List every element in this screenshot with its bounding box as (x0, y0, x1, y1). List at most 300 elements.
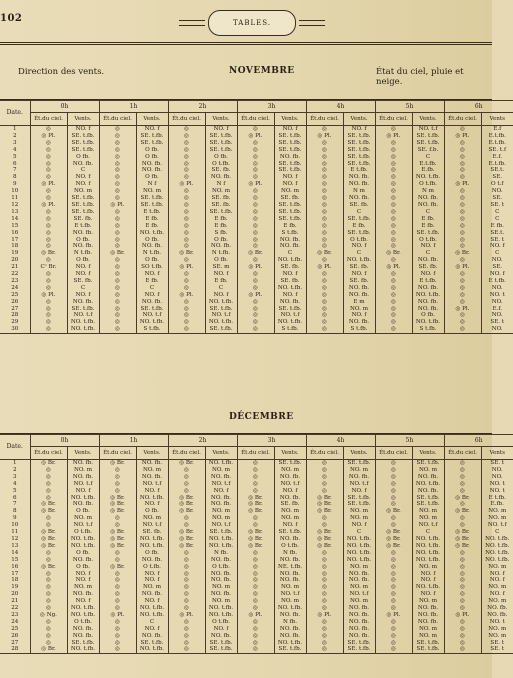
dec-sky-cell: ◎ (99, 550, 136, 557)
nov-table-row (0, 167, 513, 174)
nov-table-row (0, 237, 513, 244)
dec-hour-header: 3h (237, 435, 306, 447)
dec-sky-cell: ◎ (306, 467, 343, 474)
dec-wind-cell: NO. m (343, 467, 375, 474)
nov-wind-cell: NO. (481, 312, 513, 319)
dec-sky-cell: ◎ (444, 577, 481, 584)
dec-sky-cell: ◎ (99, 557, 136, 564)
dec-wind-cell: O fb. (67, 564, 99, 571)
nov-wind-cell: SE. t.fb. (343, 140, 375, 147)
nov-wind-cell: NO. f (274, 126, 306, 133)
dec-sky-cell: ◎ (444, 515, 481, 522)
dec-sky-cell: ◎ (30, 577, 67, 584)
dec-day-number: 28 (0, 646, 30, 653)
nov-day-number: 5 (12, 153, 17, 160)
dec-wind-cell: NO. t.f (67, 481, 99, 488)
nov-day-number: 20 (11, 257, 19, 264)
nov-sky-cell: Cᶜ Br. (30, 264, 67, 271)
dec-sky-cell: ◎ Br. (99, 501, 136, 508)
nov-wind-cell: SE. t (481, 319, 513, 326)
nov-wind-cell: E t.fb. (481, 278, 513, 285)
nov-wind-cell: E.fb. (412, 167, 444, 174)
nov-wind-cell: NO. f (136, 271, 168, 278)
dec-sky-cell: ◎ (444, 640, 481, 647)
nov-sky-cell: ◎ (30, 147, 67, 154)
nov-wind-cell: NO. fb. (412, 195, 444, 202)
dec-sky-cell: ◎ Pl. (168, 612, 205, 619)
nov-wind-cell: NO. f (205, 271, 237, 278)
nov-wind-cell: C (412, 154, 444, 161)
nov-sky-cell: ◎ Pl. (237, 181, 274, 188)
dec-sky-cell: ◎ (306, 584, 343, 591)
nov-wind-cell: NO. fb. (343, 174, 375, 181)
nov-sky-cell: ◎ (444, 285, 481, 292)
dec-wind-cell: NO. fb. (205, 501, 237, 508)
dec-wind-cell: NO. t.fb. (481, 557, 513, 564)
nov-sky-cell: ◎ (30, 223, 67, 230)
dec-wind-subheader: Vents. (205, 447, 237, 460)
nov-sky-cell: ◎ (30, 167, 67, 174)
dec-wind-subheader: Vents. (274, 447, 306, 460)
dec-sky-cell: ◎ Br. (306, 508, 343, 515)
dec-wind-cell: NO. f (136, 488, 168, 495)
nov-wind-cell: SE. t.fb. (343, 230, 375, 237)
nov-wind-cell: NO. m (67, 188, 99, 195)
nov-wind-cell: C (67, 285, 99, 292)
dec-hour-header: 2h (168, 435, 237, 447)
nov-sky-cell: ◎ Pl. (444, 264, 481, 271)
dec-sky-cell: ◎ Br. (375, 543, 412, 550)
nov-sky-cell: ◎ (99, 278, 136, 285)
dec-sky-cell: ◎ (30, 640, 67, 647)
dec-sky-cell: ◎ (237, 488, 274, 495)
nov-wind-cell: O fb. (205, 154, 237, 161)
dec-wind-cell: NO. fb. (343, 626, 375, 633)
dec-wind-cell: O t.fb. (67, 619, 99, 626)
dec-wind-cell: NO. fb. (274, 577, 306, 584)
nov-table-row (0, 264, 513, 271)
nov-sky-cell: ◎ (444, 319, 481, 326)
nov-table-row (0, 223, 513, 230)
nov-sky-cell: ◎ (168, 216, 205, 223)
nov-sky-cell: ◎ (375, 292, 412, 299)
dec-wind-cell: NO. fb. (481, 605, 513, 612)
dec-sky-cell: ◎ (237, 481, 274, 488)
dec-sky-cell: ◎ (237, 619, 274, 626)
dec-wind-cell: NO. t.f (205, 522, 237, 529)
nov-wind-cell: NO. f (343, 243, 375, 250)
nov-sky-cell: ◎ (306, 312, 343, 319)
nov-day-number: 29 (11, 319, 19, 326)
nov-wind-subheader: Vents. (274, 113, 306, 126)
dec-wind-cell: SE. t.fb. (67, 640, 99, 647)
dec-sky-cell: ◎ (99, 522, 136, 529)
nov-sky-cell: ◎ Br. (306, 250, 343, 257)
dec-wind-cell: NO. t.fb. (343, 536, 375, 543)
nov-wind-cell: E fb. (274, 223, 306, 230)
dec-wind-cell: NO. f (67, 571, 99, 578)
dec-wind-cell: NO. t.f (205, 481, 237, 488)
nov-sky-cell: ◎ (375, 285, 412, 292)
nov-wind-cell: E t.fb. (412, 278, 444, 285)
dec-sky-subheader: Ét.du ciel. (375, 447, 412, 460)
dec-sky-cell: ◎ Ng. (30, 612, 67, 619)
nov-sky-cell: ◎ (168, 299, 205, 306)
dec-date-header: Date. (0, 435, 30, 460)
dec-wind-cell: NO. t.f (274, 591, 306, 598)
dec-sky-cell: ◎ (168, 474, 205, 481)
nov-wind-cell: NO. m (136, 188, 168, 195)
dec-wind-cell: NO. t.fb. (481, 550, 513, 557)
dec-wind-cell: NO. fb. (274, 612, 306, 619)
nov-wind-subheader: Vents. (205, 113, 237, 126)
nov-sky-cell: ◎ (237, 167, 274, 174)
nov-day-number: 10 (11, 188, 19, 195)
dec-sky-cell: ◎ (444, 598, 481, 605)
nov-wind-subheader: Vents. (136, 113, 168, 126)
nov-wind-cell: NO. fb. (136, 243, 168, 250)
dec-wind-cell: NO. m (343, 598, 375, 605)
nov-sky-subheader: Ét.du ciel. (375, 113, 412, 126)
dec-wind-cell: NO. t.fb. (67, 543, 99, 550)
dec-wind-cell: NO. fb. (205, 577, 237, 584)
nov-sky-cell: ◎ (30, 271, 67, 278)
dec-wind-cell: SE. t.fb. (343, 501, 375, 508)
dec-table-row (0, 467, 513, 474)
nov-sky-cell: ◎ (375, 202, 412, 209)
dec-wind-cell: NO. fb. (343, 619, 375, 626)
nov-wind-cell: NO. t.f (412, 126, 444, 133)
nov-wind-cell: SE. t.fb. (343, 161, 375, 168)
nov-wind-cell: O fb. (136, 174, 168, 181)
nov-sky-cell: ◎ (444, 243, 481, 250)
dec-sky-cell: ◎ (168, 564, 205, 571)
dec-wind-cell: NO. t.f (274, 481, 306, 488)
december-table (0, 434, 513, 654)
dec-wind-cell: NO. t.fb. (136, 536, 168, 543)
dec-wind-cell: NO. f (136, 571, 168, 578)
dec-sky-cell: ◎ (99, 467, 136, 474)
dec-wind-cell: NO. m (481, 633, 513, 640)
nov-wind-cell: SE. t.fb. (274, 167, 306, 174)
nov-wind-cell: NO. f (274, 292, 306, 299)
dec-sky-cell: ◎ (306, 619, 343, 626)
dec-table-row (0, 529, 513, 536)
nov-wind-cell: SE. t.fb. (67, 133, 99, 140)
nov-date-header: Date. (0, 101, 30, 126)
dec-sky-cell: ◎ Br. (306, 501, 343, 508)
nov-sky-cell: ◎ (30, 278, 67, 285)
dec-sky-cell: ◎ (30, 557, 67, 564)
dec-wind-cell: NO. t.fb. (343, 557, 375, 564)
nov-wind-cell: SE. t.fb. (67, 209, 99, 216)
dec-sky-cell: ◎ Br. (375, 536, 412, 543)
dec-wind-cell: NO. fb. (274, 495, 306, 502)
dec-sky-cell: ◎ Pl. (99, 612, 136, 619)
dec-sky-cell: ◎ (306, 550, 343, 557)
nov-wind-cell: NO. t.fb. (205, 299, 237, 306)
dec-table-row (0, 646, 513, 653)
dec-table-row (0, 550, 513, 557)
dec-sky-cell: ◎ (237, 605, 274, 612)
dec-wind-subheader: Vents. (343, 447, 375, 460)
nov-sky-cell: ◎ (168, 243, 205, 250)
nov-wind-cell: NO. t.fb. (274, 257, 306, 264)
dec-day-number: 16 (11, 563, 19, 570)
nov-sky-cell: ◎ Br. (444, 250, 481, 257)
nov-sky-cell: ◎ (99, 319, 136, 326)
dec-sky-cell: ◎ Br. (168, 543, 205, 550)
nov-hour-header: 0h (30, 101, 99, 113)
dec-wind-cell: SE. t.fb. (412, 501, 444, 508)
dec-wind-cell: NO. t (481, 481, 513, 488)
nov-sky-cell: ◎ (30, 230, 67, 237)
nov-sky-cell: ◎ Pl. (444, 306, 481, 313)
dec-wind-cell: NO. f (136, 577, 168, 584)
nov-day-number: 30 (0, 326, 30, 333)
dec-sky-cell: ◎ (237, 646, 274, 653)
dec-wind-cell: O t.fb. (205, 619, 237, 626)
dec-wind-cell: O fb. (67, 508, 99, 515)
nov-wind-cell: E.t.fb. (481, 140, 513, 147)
nov-wind-cell: E m (343, 299, 375, 306)
nov-sky-cell: ◎ (444, 292, 481, 299)
dec-wind-cell: NO. f (481, 577, 513, 584)
nov-hour-header: 5h (375, 101, 444, 113)
nov-sky-cell: ◎ (237, 312, 274, 319)
dec-sky-cell: ◎ (444, 522, 481, 529)
dec-wind-cell: NO. fb. (274, 626, 306, 633)
dec-sky-cell: ◎ Br. (168, 536, 205, 543)
dec-sky-subheader: Ét.du ciel. (168, 447, 205, 460)
nov-wind-cell: NO. fb. (343, 195, 375, 202)
nov-wind-cell: SE. fb. (343, 202, 375, 209)
nov-wind-cell: SE. fb. (412, 264, 444, 271)
dec-wind-cell: SE. t.fb. (343, 460, 375, 467)
nov-wind-cell: NO. t.fb. (412, 292, 444, 299)
nov-sky-cell: ◎ (30, 216, 67, 223)
nov-sky-cell: ◎ (375, 306, 412, 313)
dec-wind-subheader: Vents. (136, 447, 168, 460)
nov-wind-cell: C (274, 250, 306, 257)
nov-wind-cell: NO. fb. (274, 154, 306, 161)
dec-sky-subheader: Ét.du ciel. (306, 447, 343, 460)
running-title-cartouche (208, 10, 296, 36)
nov-wind-cell: SE. fb. (343, 278, 375, 285)
dec-day-number: 3 (12, 473, 17, 480)
nov-sky-cell: ◎ Br. (30, 250, 67, 257)
dec-sky-cell: ◎ (237, 522, 274, 529)
dec-wind-cell: O fb. (136, 550, 168, 557)
dec-sky-cell: ◎ (168, 481, 205, 488)
dec-sky-cell: ◎ (168, 619, 205, 626)
nov-day-number: 9 (12, 181, 17, 188)
dec-day-number: 14 (11, 549, 19, 556)
dec-sky-cell: ◎ (237, 598, 274, 605)
nov-sky-cell: ◎ (30, 126, 67, 133)
nov-sky-cell: ◎ (168, 154, 205, 161)
dec-sky-cell: ◎ (168, 467, 205, 474)
dec-sky-subheader: Ét.du ciel. (99, 447, 136, 460)
nov-hour-header: 6h (444, 101, 513, 113)
dec-sky-cell: ◎ (375, 605, 412, 612)
nov-wind-cell: O fb. (205, 237, 237, 244)
nov-sky-cell: ◎ (30, 299, 67, 306)
nov-wind-cell: NO. f (136, 126, 168, 133)
nov-sky-cell: ◎ (237, 237, 274, 244)
nov-wind-cell: SE. fb. (205, 167, 237, 174)
nov-sky-cell: ◎ (168, 174, 205, 181)
dec-sky-cell: ◎ (30, 495, 67, 502)
nov-wind-subheader: Vents (481, 113, 513, 126)
nov-wind-cell: NO. t.fb. (67, 326, 99, 333)
dec-wind-cell: NO. m (274, 508, 306, 515)
nov-wind-cell: NO. f (481, 271, 513, 278)
dec-wind-cell: NO. (481, 474, 513, 481)
dec-sky-cell: ◎ (306, 460, 343, 467)
dec-wind-cell: NO. fb. (343, 633, 375, 640)
dec-day-number: 15 (11, 556, 19, 563)
dec-wind-cell: NO. fb. (205, 591, 237, 598)
dec-wind-cell: NO. fb. (343, 474, 375, 481)
nov-table-row (0, 326, 513, 333)
nov-sky-cell: ◎ (99, 312, 136, 319)
dec-table-row (0, 474, 513, 481)
nov-wind-cell: O fb. (136, 154, 168, 161)
nov-wind-cell: C (343, 250, 375, 257)
nov-wind-cell: O fb. (136, 147, 168, 154)
nov-wind-cell: C (67, 167, 99, 174)
nov-wind-cell: NO. fb. (136, 167, 168, 174)
dec-sky-cell: ◎ Br. (99, 508, 136, 515)
nov-sky-subheader: Ét.du ciel. (444, 113, 481, 126)
nov-sky-cell: ◎ (30, 154, 67, 161)
dec-day-number: 19 (11, 584, 19, 591)
dec-sky-cell: ◎ Pl. (237, 612, 274, 619)
dec-day-number: 11 (11, 529, 19, 536)
nov-wind-cell: O fb. (67, 237, 99, 244)
dec-wind-cell: NO. fb. (274, 571, 306, 578)
dec-wind-cell: NO. t.fb. (136, 495, 168, 502)
dec-sky-cell: ◎ (168, 522, 205, 529)
nov-sky-cell: ◎ (168, 230, 205, 237)
dec-sky-cell: ◎ (168, 626, 205, 633)
nov-day-number: 27 (11, 305, 19, 312)
dec-wind-cell: NO. f (136, 626, 168, 633)
nov-day-number: 23 (11, 277, 19, 284)
nov-wind-cell: SE. t.fb. (274, 306, 306, 313)
dec-wind-cell: NO. m (205, 598, 237, 605)
nov-sky-cell: ◎ (375, 243, 412, 250)
nov-sky-cell: ◎ (375, 174, 412, 181)
nov-sky-cell: ◎ (375, 154, 412, 161)
nov-sky-cell: ◎ Br. (375, 250, 412, 257)
nov-sky-cell: ◎ Pl. (30, 181, 67, 188)
dec-wind-cell: O t.fb. (136, 564, 168, 571)
nov-sky-cell: ◎ Br. (168, 250, 205, 257)
nov-sky-cell: ◎ (30, 209, 67, 216)
nov-sky-cell: ◎ Pl. (375, 133, 412, 140)
dec-sky-cell: ◎ (306, 591, 343, 598)
nov-wind-cell: SE. m (205, 264, 237, 271)
month-title-december: DÉCEMBRE (229, 412, 294, 422)
nov-sky-cell: ◎ (30, 140, 67, 147)
nov-sky-cell: ◎ (444, 209, 481, 216)
nov-wind-cell: O fb. (205, 257, 237, 264)
nov-sky-cell: ◎ (99, 161, 136, 168)
nov-sky-cell: ◎ (375, 299, 412, 306)
dec-wind-cell: NO. t.fb. (343, 550, 375, 557)
nov-sky-cell: ◎ (375, 147, 412, 154)
nov-wind-cell: NO. fb. (205, 243, 237, 250)
dec-sky-cell: ◎ (30, 515, 67, 522)
nov-table-row (0, 257, 513, 264)
nov-wind-subheader: Vents. (412, 113, 444, 126)
dec-wind-cell: NO. t.fb. (343, 543, 375, 550)
nov-wind-cell: NO. fb. (67, 243, 99, 250)
nov-sky-cell: ◎ (237, 257, 274, 264)
dec-wind-cell: SE. t.fb. (412, 646, 444, 653)
dec-sky-cell: ◎ (306, 488, 343, 495)
dec-day-number: 18 (11, 577, 19, 584)
dec-wind-cell: NO. fb. (274, 536, 306, 543)
dec-sky-cell: ◎ (30, 605, 67, 612)
dec-wind-cell: NO. m (136, 467, 168, 474)
dec-wind-cell: NO. fb. (205, 474, 237, 481)
dec-day-number: 17 (11, 570, 19, 577)
dec-wind-cell: NO. t.fb. (67, 612, 99, 619)
nov-wind-cell: SE. t.fb. (67, 306, 99, 313)
nov-sky-cell: ◎ (444, 216, 481, 223)
nov-sky-cell: ◎ (237, 154, 274, 161)
nov-sky-cell: ◎ (168, 319, 205, 326)
dec-sky-cell: ◎ Br. (30, 529, 67, 536)
dec-wind-cell: O fb. (67, 550, 99, 557)
dec-sky-cell: ◎ (30, 481, 67, 488)
nov-sky-cell: ◎ (30, 312, 67, 319)
nov-sky-cell: ◎ (375, 195, 412, 202)
dec-sky-cell: ◎ (168, 571, 205, 578)
dec-wind-cell: NO. fb. (274, 633, 306, 640)
nov-sky-cell: ◎ (444, 312, 481, 319)
dec-sky-cell: ◎ (99, 591, 136, 598)
dec-day-number: 20 (11, 591, 19, 598)
dec-wind-cell: N fb. (274, 550, 306, 557)
nov-wind-cell: E fb. (412, 223, 444, 230)
dec-table-row (0, 640, 513, 647)
dec-sky-cell: ◎ (375, 522, 412, 529)
nov-table-row (0, 195, 513, 202)
dec-day-number: 10 (11, 522, 19, 529)
dec-sky-cell: ◎ (99, 488, 136, 495)
nov-wind-cell: SE. t.fb. (205, 133, 237, 140)
nov-sky-cell: ◎ (30, 237, 67, 244)
dec-table-row (0, 584, 513, 591)
dec-wind-cell: NO. m (412, 467, 444, 474)
nov-sky-cell: ◎ (168, 161, 205, 168)
dec-sky-cell: ◎ Pl. (306, 612, 343, 619)
dec-wind-cell: SE. t.fb. (412, 495, 444, 502)
nov-sky-cell: ◎ (99, 195, 136, 202)
nov-day-number: 6 (12, 160, 17, 167)
dec-sky-cell: ◎ (375, 571, 412, 578)
dec-wind-cell: NO. t.f (136, 522, 168, 529)
dec-wind-cell: NO. m (274, 467, 306, 474)
nov-wind-cell: NO. f (67, 181, 99, 188)
dec-wind-cell: NO. fb. (136, 460, 168, 467)
dec-wind-cell: NO. t.fb. (205, 536, 237, 543)
nov-sky-cell: ◎ (237, 243, 274, 250)
